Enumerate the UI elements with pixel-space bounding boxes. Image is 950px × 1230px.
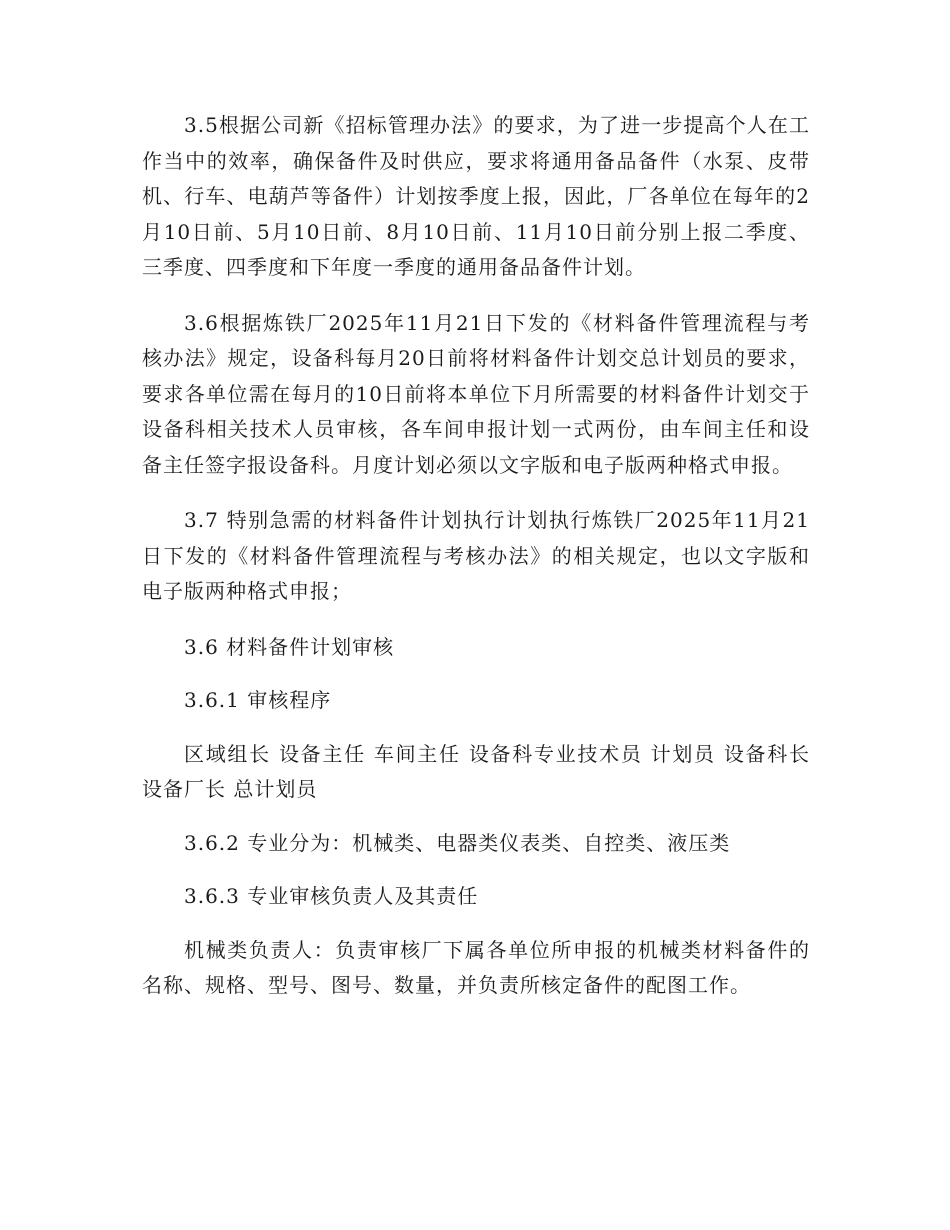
paragraph-3-5: 3.5根据公司新《招标管理办法》的要求，为了进一步提高个人在工作当中的效率，确保备件及时供应，要求将通用备品备件（水泵、皮带机、行车、电葫芦等备件）计划按季度上报，因此，厂各单位在每年的2月10日前、5月10日前、8月10日前、11月10日前分别上报二季度、三季度、四季度和下年度一季度的通用备品备件计划。 xyxy=(142,113,810,279)
document-body xyxy=(142,108,810,1024)
paragraph-3-7: 3.7 特别急需的材料备件计划执行计划执行炼铁厂2025年11月21日下发的《材料备件管理流程与考核办法》的相关规定，也以文字版和电子版两种格式申报； xyxy=(142,508,810,603)
paragraph-mechanical-responsible: 机械类负责人：负责审核厂下属各单位所申报的机械类材料备件的名称、规格、型号、图号、数量，并负责所核定备件的配图工作。 xyxy=(142,937,810,997)
section-heading-3-6: 3.6 材料备件计划审核 xyxy=(184,634,395,659)
paragraph-3-6-plan-submission: 3.6根据炼铁厂2025年11月21日下发的《材料备件管理流程与考核办法》规定，设备科每月20日前将材料备件计划交总计划员的要求，要求各单位需在每月的10日前将本单位下月所需要的材料备件计划交于设备科相关技术人员审核，各车间申报计划一式两份，由车间主任和设备主任签字报设备科。月度计划必须以文字版和电子版两种格式申报。 xyxy=(142,310,810,477)
paragraph-3-6-2: 3.6.2 专业分为：机械类、电器类仪表类、自控类、液压类 xyxy=(184,830,731,855)
review-procedure-chain: 区域组长 设备主任 车间主任 设备科专业技术员 计划员 设备科长 设备厂长 总计划员 xyxy=(142,741,810,801)
subsection-heading-3-6-1: 3.6.1 审核程序 xyxy=(184,688,332,712)
subsection-heading-3-6-3: 3.6.3 专业审核负责人及其责任 xyxy=(184,884,479,908)
